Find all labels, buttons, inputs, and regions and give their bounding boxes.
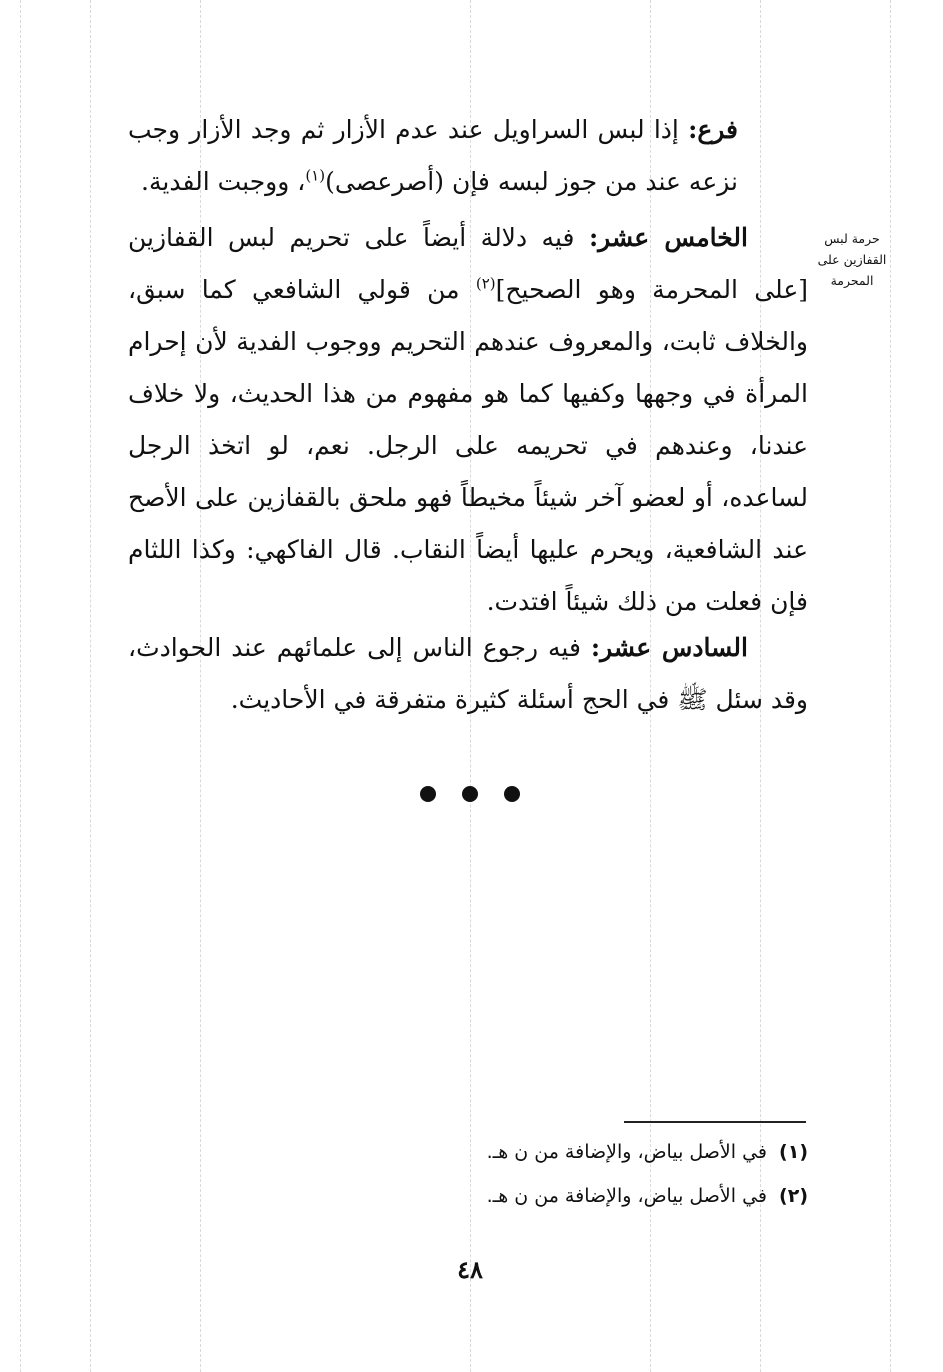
paragraph-sixteenth — [128, 622, 808, 726]
margin-note: حرمة لبس القفازين على المحرمة — [817, 231, 887, 288]
paragraph-text: فيه رجوع الناس إلى علمائهم عند الحوادث، وقد سئل ﷺ في الحج أسئلة كثيرة متفرقة في الأحاديث. — [128, 633, 808, 714]
paragraph-fifteenth — [128, 212, 808, 628]
paragraph-label: الخامس عشر: — [588, 223, 748, 252]
scan-guide-line — [20, 0, 21, 1372]
paragraph-text: إذا لبس السراويل عند عدم الأزار ثم وجد الأزار وجب نزعه عند من جوز لبسه فإن (أصرعصى) — [128, 115, 738, 196]
section-separator — [420, 786, 520, 802]
paragraph-text: ، ووجبت الفدية. — [141, 167, 306, 196]
separator-dot — [420, 786, 436, 802]
footnote-ref[interactable]: (١) — [305, 166, 326, 185]
footnote-number: (٢) — [779, 1185, 808, 1207]
scan-guide-line — [890, 0, 891, 1372]
footnote-1 — [248, 1138, 808, 1166]
paragraph-far3 — [128, 104, 738, 208]
footnote-text: في الأصل بياض، والإضافة من ن هـ. — [486, 1141, 768, 1163]
paragraph-text: فيه دلالة أيضاً على تحريم لبس القفازين [على المحرمة وهو الصحيح] — [128, 223, 808, 304]
paragraph-label: السادس عشر: — [590, 633, 748, 662]
separator-dot — [504, 786, 520, 802]
footnote-divider — [624, 1121, 806, 1123]
paragraph-text: من قولي الشافعي كما سبق، والخلاف ثابت، والمعروف عندهم التحريم ووجوب الفدية لأن إحرام المرأة في وجهها وكفيها كما هو مفهوم من هذا الحديث، ولا خلاف عندنا، وعندهم في تحريمه على الرجل. نعم، لو اتخذ الرجل لساعده، أو لعضو آخر شيئاً مخيطاً فهو ملحق بالقفازين على الأصح عند الشافعية، ويحرم عليها أيضاً النقاب. قال الفاكهي: وكذا اللثام فإن فعلت من ذلك شيئاً افتدت. — [128, 275, 808, 616]
footnote-number: (١) — [779, 1141, 808, 1163]
paragraph-label: فرع: — [688, 115, 738, 144]
footnote-text: في الأصل بياض، والإضافة من ن هـ. — [486, 1185, 768, 1207]
separator-dot — [462, 786, 478, 802]
page-number: ٤٨ — [457, 1255, 483, 1284]
scan-guide-line — [90, 0, 91, 1372]
footnote-2 — [248, 1182, 808, 1210]
footnote-ref[interactable]: (٢) — [475, 274, 496, 293]
